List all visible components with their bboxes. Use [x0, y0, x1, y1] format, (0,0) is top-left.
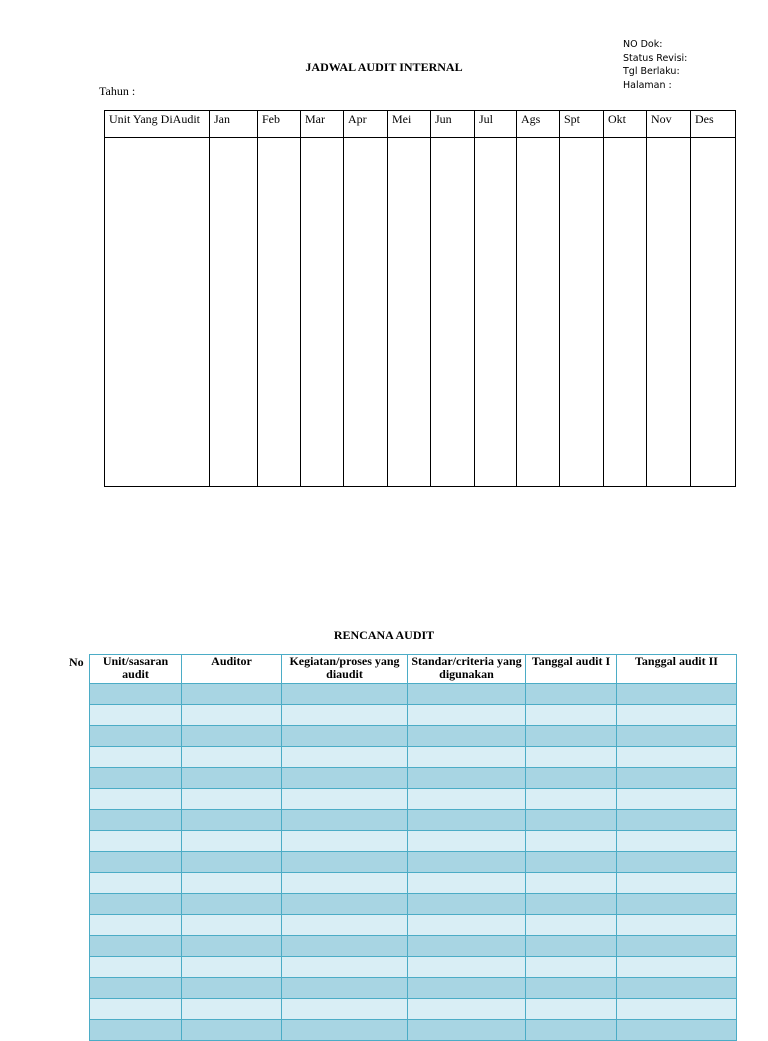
table-cell[interactable]: [526, 705, 617, 726]
table-cell[interactable]: [408, 789, 526, 810]
number-column-label: No: [69, 655, 84, 669]
table-row: [90, 705, 737, 726]
table-cell[interactable]: [617, 831, 737, 852]
table-cell[interactable]: [210, 138, 258, 487]
table-cell[interactable]: [647, 138, 691, 487]
table-cell[interactable]: [408, 978, 526, 999]
table-cell[interactable]: [90, 726, 182, 747]
table-cell[interactable]: [526, 957, 617, 978]
table-row: [90, 852, 737, 873]
table-row: [90, 831, 737, 852]
schedule-title-text: JADWAL AUDIT INTERNAL: [305, 60, 463, 74]
audit-schedule-table: [104, 110, 736, 487]
header-unit: Unit Yang DiAudit: [105, 111, 210, 138]
table-cell[interactable]: [617, 705, 737, 726]
table-cell[interactable]: [526, 894, 617, 915]
table-cell[interactable]: [90, 789, 182, 810]
revision-status-label: Status Revisi:: [623, 52, 688, 64]
schedule-body-row: [105, 138, 736, 487]
table-cell[interactable]: [282, 831, 408, 852]
table-cell[interactable]: [182, 999, 282, 1020]
table-row: [90, 915, 737, 936]
table-cell[interactable]: [408, 768, 526, 789]
table-row: [90, 873, 737, 894]
table-cell[interactable]: [408, 936, 526, 957]
table-cell[interactable]: [90, 705, 182, 726]
table-cell[interactable]: [526, 936, 617, 957]
table-cell[interactable]: [282, 936, 408, 957]
plan-header-row: [90, 655, 737, 684]
table-cell[interactable]: [617, 726, 737, 747]
doc-number-label: NO Dok:: [623, 39, 663, 50]
table-cell[interactable]: [105, 138, 210, 487]
header-activity: Kegiatan/proses yang diaudit: [282, 655, 408, 684]
table-cell[interactable]: [344, 138, 388, 487]
table-cell[interactable]: [182, 684, 282, 705]
table-cell[interactable]: [182, 768, 282, 789]
header-month: Jul: [475, 111, 517, 138]
table-cell[interactable]: [282, 768, 408, 789]
table-cell[interactable]: [282, 747, 408, 768]
table-cell[interactable]: [617, 789, 737, 810]
table-cell[interactable]: [617, 894, 737, 915]
table-cell[interactable]: [182, 852, 282, 873]
table-cell[interactable]: [408, 684, 526, 705]
table-cell[interactable]: [182, 789, 282, 810]
header-month: Feb: [258, 111, 301, 138]
table-cell[interactable]: [90, 936, 182, 957]
table-cell[interactable]: [301, 138, 344, 487]
table-cell[interactable]: [526, 747, 617, 768]
table-cell[interactable]: [408, 831, 526, 852]
table-cell[interactable]: [90, 747, 182, 768]
header-month: Mar: [301, 111, 344, 138]
table-cell[interactable]: [282, 999, 408, 1020]
table-cell[interactable]: [282, 810, 408, 831]
table-cell[interactable]: [258, 138, 301, 487]
table-cell[interactable]: [282, 726, 408, 747]
table-cell[interactable]: [617, 852, 737, 873]
header-month: Spt: [560, 111, 604, 138]
table-cell[interactable]: [182, 747, 282, 768]
table-cell[interactable]: [182, 978, 282, 999]
table-cell[interactable]: [408, 999, 526, 1020]
table-cell[interactable]: [90, 810, 182, 831]
table-row: [90, 978, 737, 999]
table-cell[interactable]: [408, 873, 526, 894]
header-month: Jun: [431, 111, 475, 138]
table-cell[interactable]: [617, 978, 737, 999]
table-row: [90, 810, 737, 831]
schedule-header-row: [105, 111, 736, 138]
table-cell[interactable]: [517, 138, 560, 487]
table-row: [90, 768, 737, 789]
table-cell[interactable]: [282, 873, 408, 894]
table-cell[interactable]: [617, 747, 737, 768]
table-cell[interactable]: [408, 705, 526, 726]
audit-plan-table: [89, 654, 737, 1041]
table-cell[interactable]: [526, 726, 617, 747]
table-cell[interactable]: [526, 810, 617, 831]
effective-date-label: Tgl Berlaku:: [623, 66, 680, 77]
table-cell[interactable]: [282, 957, 408, 978]
table-cell[interactable]: [617, 999, 737, 1020]
table-row: [90, 936, 737, 957]
table-cell[interactable]: [617, 936, 737, 957]
table-cell[interactable]: [408, 915, 526, 936]
table-row: [90, 726, 737, 747]
table-cell[interactable]: [90, 957, 182, 978]
table-cell[interactable]: [617, 1020, 737, 1041]
table-cell[interactable]: [408, 1020, 526, 1041]
table-cell[interactable]: [526, 789, 617, 810]
table-cell[interactable]: [526, 915, 617, 936]
table-cell[interactable]: [182, 810, 282, 831]
table-row: [90, 747, 737, 768]
table-cell[interactable]: [526, 768, 617, 789]
table-cell[interactable]: [560, 138, 604, 487]
table-cell[interactable]: [282, 684, 408, 705]
table-cell[interactable]: [90, 915, 182, 936]
table-row: [90, 957, 737, 978]
table-row: [90, 789, 737, 810]
table-cell[interactable]: [182, 831, 282, 852]
table-cell[interactable]: [182, 1020, 282, 1041]
table-cell[interactable]: [90, 768, 182, 789]
table-cell[interactable]: [526, 999, 617, 1020]
header-month: Des: [691, 111, 736, 138]
audit-plan-title: RENCANA AUDIT: [333, 628, 435, 642]
header-audit-date-2: Tanggal audit II: [617, 655, 737, 684]
table-cell[interactable]: [90, 894, 182, 915]
table-row: [90, 1020, 737, 1041]
table-cell[interactable]: [408, 957, 526, 978]
header-month: Apr: [344, 111, 388, 138]
header-month: Jan: [210, 111, 258, 138]
table-cell[interactable]: [90, 684, 182, 705]
table-row: [90, 894, 737, 915]
table-cell[interactable]: [182, 873, 282, 894]
table-cell[interactable]: [182, 894, 282, 915]
table-cell[interactable]: [90, 831, 182, 852]
header-unit-target: Unit/sasaran audit: [90, 655, 182, 684]
table-cell[interactable]: [282, 915, 408, 936]
table-cell[interactable]: [408, 852, 526, 873]
table-cell[interactable]: [431, 138, 475, 487]
table-cell[interactable]: [617, 810, 737, 831]
table-row: [90, 999, 737, 1020]
table-cell[interactable]: [408, 894, 526, 915]
table-cell[interactable]: [90, 999, 182, 1020]
header-month: Mei: [388, 111, 431, 138]
header-auditor: Auditor: [182, 655, 282, 684]
plan-body: [90, 684, 737, 1041]
table-cell[interactable]: [617, 873, 737, 894]
table-cell[interactable]: [526, 831, 617, 852]
table-cell[interactable]: [408, 810, 526, 831]
table-cell[interactable]: [282, 1020, 408, 1041]
table-cell[interactable]: [90, 852, 182, 873]
table-cell[interactable]: [526, 852, 617, 873]
table-cell[interactable]: [182, 705, 282, 726]
table-cell[interactable]: [182, 726, 282, 747]
table-cell[interactable]: [526, 684, 617, 705]
table-cell[interactable]: [617, 957, 737, 978]
table-cell[interactable]: [90, 978, 182, 999]
table-cell[interactable]: [526, 873, 617, 894]
table-cell[interactable]: [617, 684, 737, 705]
table-cell[interactable]: [90, 1020, 182, 1041]
table-cell[interactable]: [388, 138, 431, 487]
table-cell[interactable]: [282, 852, 408, 873]
table-cell[interactable]: [408, 747, 526, 768]
table-cell[interactable]: [617, 915, 737, 936]
schedule-title: [0, 60, 768, 75]
table-cell[interactable]: [475, 138, 517, 487]
header-month: Nov: [647, 111, 691, 138]
table-cell[interactable]: [604, 138, 647, 487]
year-label: Tahun :: [99, 84, 136, 98]
table-cell[interactable]: [90, 873, 182, 894]
table-cell[interactable]: [282, 705, 408, 726]
header-month: Okt: [604, 111, 647, 138]
table-cell[interactable]: [691, 138, 736, 487]
table-cell[interactable]: [526, 978, 617, 999]
table-cell[interactable]: [282, 789, 408, 810]
table-cell[interactable]: [617, 768, 737, 789]
table-cell[interactable]: [182, 936, 282, 957]
header-audit-date-1: Tanggal audit I: [526, 655, 617, 684]
header-standard: Standar/criteria yang digunakan: [408, 655, 526, 684]
header-month: Ags: [517, 111, 560, 138]
table-cell[interactable]: [182, 915, 282, 936]
table-cell[interactable]: [282, 894, 408, 915]
table-cell[interactable]: [408, 726, 526, 747]
page-number-label: Halaman :: [623, 79, 672, 91]
table-cell[interactable]: [282, 978, 408, 999]
table-cell[interactable]: [526, 1020, 617, 1041]
table-row: [90, 684, 737, 705]
table-cell[interactable]: [182, 957, 282, 978]
